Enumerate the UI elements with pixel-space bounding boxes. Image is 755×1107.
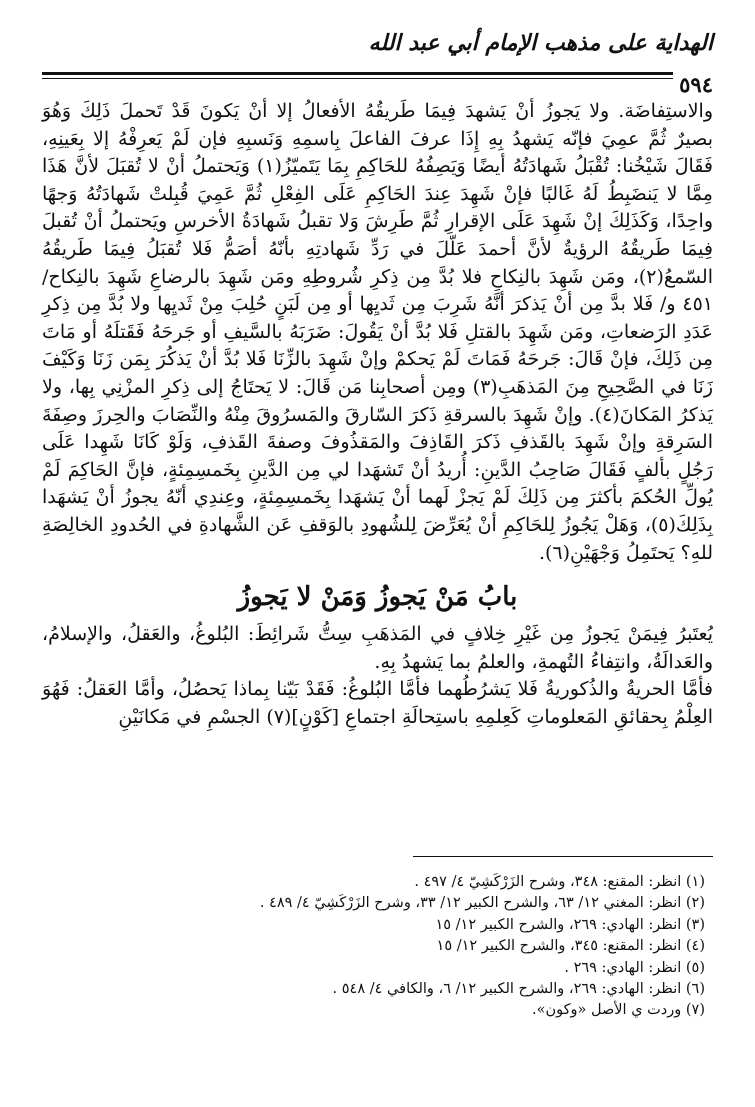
- footnote: (٢) انظر: المغني ١٢/ ٦٣، والشرح الكبير ١٢/ ٣٣، وشرح الزَرْكَشِيّ ٤/ ٤٨٩ .: [259, 895, 705, 912]
- page-header: [42, 30, 713, 97]
- header-rule-thin: [42, 78, 713, 79]
- footnote: (٣) انظر: الهادي: ٢٦٩، والشرح الكبير ١٢/ ١٥: [435, 916, 705, 933]
- header-rule-thick: [42, 72, 713, 75]
- footnote: (١) انظر: المقنع: ٣٤٨، وشرح الزَرْكَشِيّ ٤/ ٤٩٧ .: [414, 874, 705, 890]
- footnote-separator: [413, 856, 713, 857]
- main-text: [42, 98, 713, 731]
- page-number: ٥٩٤: [673, 72, 713, 97]
- paragraph: فأمَّا الحريةُ والذُكوريةُ فَلا يَشرُطُهما فأمَّا البُلوغُ: فَقَدْ بَيّنا بِماذا يَحصُلُ، وأمَّا العَقلُ: فَهُوَ العِلْمُ بِحقائقِ المَعلوماتِ كَعِلمِهِ باستِحالَةِ اجتماعِ [كَوْنٍ](٧) الجسْمِ في مَكانَيْنِ: [42, 678, 713, 728]
- chapter-heading: بابُ مَنْ يَجوزُ وَمَنْ لا يَجوزُ: [237, 582, 518, 613]
- paragraph: يُعتَبرُ فِيمَنْ يَجوزُ مِن غَيْرِ خِلافٍ في المَذهَبِ سِتُّ شَرائِطَ: البُلوغُ، والعَقلُ، والإسلامُ، والعَدالَةُ، وانتِفاءُ التُهمةِ، والعلمُ بما يَشهدُ بِهِ.: [42, 623, 713, 673]
- footnotes: [42, 872, 705, 1022]
- footnote: (٧) وردت ي الأصل «وكون».: [531, 1002, 705, 1019]
- footnote: (٥) انظر: الهادي: ٢٦٩ .: [564, 959, 705, 976]
- footnote: (٤) انظر: المقنع: ٣٤٥، والشرح الكبير ١٢/ ١٥: [436, 938, 705, 955]
- footnote: (٦) انظر: الهادي: ٢٦٩، والشرح الكبير ١٢/ ٦، والكافي ٤/ ٥٤٨ .: [332, 981, 705, 998]
- paragraph: والاستِفاضَة. ولا يَجوزُ أنْ يَشهدَ فِيمَا طَريقُهُ الأفعالُ إلا أنْ يَكونَ قَدْ تَحملَ ذَلِكَ وَهُوَ بصيرٌ ثُمَّ عمِيَ فإنّه يَشهدُ بِهِ إِذَا عرفَ الفاعلَ بِاسمِهِ وَنَسبِهِ فإن لَمْ يَعرِفْهُ إلا بِعَينِهِ، فَقَالَ شَيْخُنا: تُقْبَلُ شَهادَتُهُ أيضًا وَيَصِفُهُ للحَاكِمِ بِمَا يَتَميّزُ(١) وَيَحتملُ أنْ لا تُقبَلَ لأنَّ هَذَا مِمَّا لا يَنضَبِطُ لَهُ غَالبًا فإنْ شَهِدَ عِندَ الحَاكِمِ عَلَى الفِعْلِ ثُمَّ عَمِيَ قُبِلتْ شَهادَتُهُ وَجهًا واحِدًا، وَكَذَلِكَ إنْ شَهِدَ عَلَى الإقرارِ ثُمَّ طَرِشَ وَلا تقبلُ شَهادَةُ الأخرسِ ويَحتملُ أنْ تُقبلَ فِيمَا طَريقُهُ الرؤيةُ لأنَّ أحمدَ عَلّلَ في رَدِّ شَهادتِهِ بأنّهُ أصَمُّ فَلا تُقبَلُ فِيمَا طَريقُهُ السّمعُ(٢)، ومَن شَهِدَ بالنِكاحِ فلا بُدَّ مِن ذِكرِ شُروطِهِ ومَن شَهِدَ بالرضاعِ شَهِدَ بالنِكاح/ ٤٥١ و/ فَلا بدَّ مِن أنْ يَذكرَ أنَّهُ شَرِبَ مِن ثَديِها أو مِن لَبَنٍ حُلِبَ مِنْ ثَديِها ولا بُدَّ مِن ذِكرِ عَدَدِ الرَضعاتِ، ومَن شَهِدَ بالقتلِ فَلا بُدَّ أنْ يَقُولَ: ضَرَبَهُ بالسَّيفِ أو جَرحَهُ فَقَتلَهُ أو مَاتَ مِن ذَلِكَ، فإنْ قَالَ: جَرحَهُ فَمَاتَ لَمْ يَحكمْ وإنْ شَهِدَ بالزِّنَا فَلا بُدَّ أنْ يَذكُرَ بِمَن زَنَا وَكَيْفَ زَنَا في الصَّحِيحِ مِنَ المَذهَبِ(٣) ومِن أصحابِنا مَن قَالَ: لا يَحتَاجُ إلى ذِكرِ المزْنِي بِها، ولا يَذكرُ المَكانَ(٤). وإنْ شَهِدَ بالسرقةِ ذَكرَ السّارقَ والمَسرُوقَ مِنْهُ والنِّصَابَ والحِرزَ وصِفَةَ السَرِقةِ وإنْ شَهِدَ بالقَذفِ ذَكرَ القَاذِفَ والمَقذُوفَ وصفةَ القَذفِ، وَلَوْ كَانَا شَهِدا عَلَى رَجُلٍ بألفٍ فَقَالَ صَاحِبُ الدَّينِ: أُريدُ أنْ تَشهَدا لي مِن الدَّينِ بِخَمسِمِئةٍ، فإنَّ الحَاكِمَ لَمْ يُولِّ الحُكمَ بأكثرَ مِن ذَلِكَ لَمْ يَجزْ لَهما أنْ يَشهَدا بِخَمسِمِئةٍ، وعِندِي أنّهُ يجوزُ أنْ يَشهَدا بِذَلِكَ(٥)، وَهَلْ يَجُوزُ لِلحَاكِمِ أنْ يُعَرِّضَ لِلشُهودِ بالوَقفِ عَن الشَّهادةِ في الحُدودِ الخالِصَةِ للهِ؟ يَحتَمِلُ وَجْهَيْنِ(٦).: [42, 100, 714, 564]
- running-title: الهداية على مذهب الإمام أبي عبد الله: [368, 30, 713, 56]
